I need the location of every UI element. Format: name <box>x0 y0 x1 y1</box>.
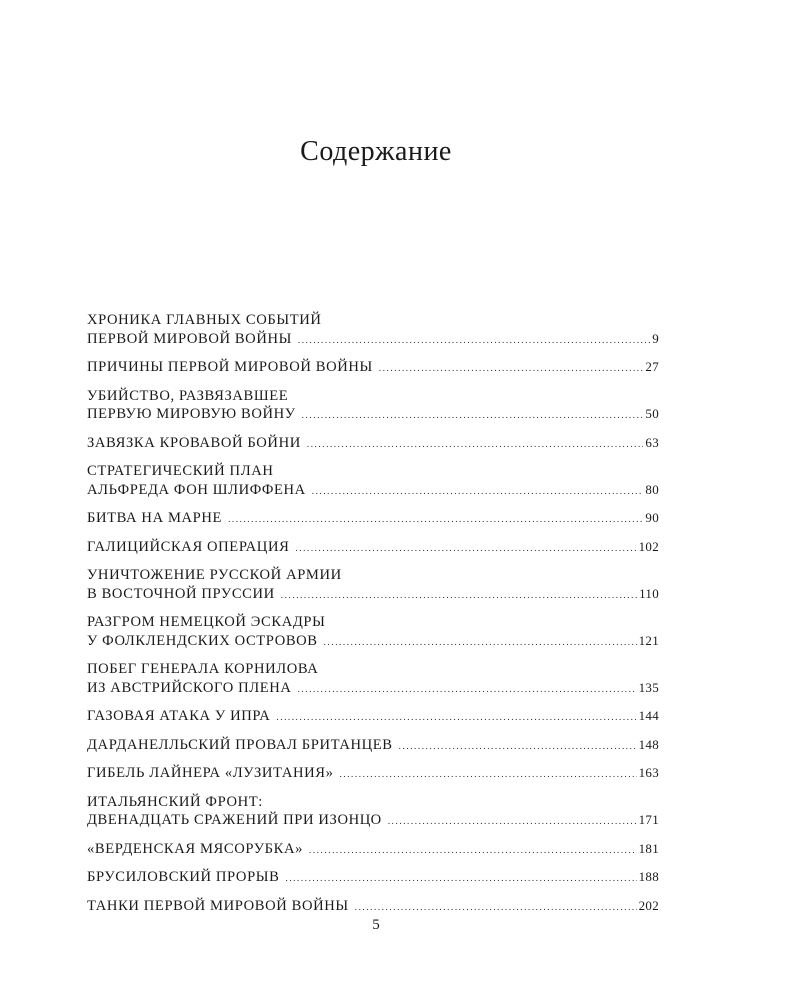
toc-page-number: 144 <box>638 708 659 723</box>
toc-entry-title-line: ЗАВЯЗКА КРОВАВОЙ БОЙНИ <box>87 434 301 451</box>
toc-entry-title-line: ДАРДАНЕЛЛЬСКИЙ ПРОВАЛ БРИТАНЦЕВ <box>87 736 393 753</box>
toc-page-number: 121 <box>638 632 659 648</box>
toc-entry-row <box>87 632 659 652</box>
toc-entry[interactable] <box>87 613 659 651</box>
dot-leader <box>388 812 637 831</box>
toc-page-number: 148 <box>638 736 659 752</box>
toc-entry-row <box>87 481 659 501</box>
dot-leader <box>285 869 636 888</box>
toc-entry-row <box>87 330 659 350</box>
toc-entry[interactable] <box>87 509 659 529</box>
toc-entry-row <box>87 405 659 425</box>
dot-leader <box>298 331 650 350</box>
dot-leader <box>298 680 637 699</box>
toc-entry-row <box>87 707 659 727</box>
toc-entry-title-line: ПРИЧИНЫ ПЕРВОЙ МИРОВОЙ ВОЙНЫ <box>87 359 373 375</box>
toc-entry[interactable] <box>87 897 659 917</box>
toc-entry-title-line: ИЗ АВСТРИЙСКОГО ПЛЕНА <box>87 679 292 696</box>
dot-leader <box>309 841 637 860</box>
toc-entry[interactable] <box>87 707 659 727</box>
dot-leader <box>340 765 637 784</box>
toc-entry-title-line: ДВЕНАДЦАТЬ СРАЖЕНИЙ ПРИ ИЗОНЦО <box>87 812 382 828</box>
toc-page-number: 80 <box>645 481 659 497</box>
toc-entry-row <box>87 811 659 831</box>
toc-entry-title-line: УБИЙСТВО, РАЗВЯЗАВШЕЕ <box>87 387 289 404</box>
toc-entry-title-line: ПЕРВУЮ МИРОВУЮ ВОЙНУ <box>87 406 296 422</box>
toc-entry-row <box>87 679 659 699</box>
toc-page-number: 27 <box>645 359 659 374</box>
toc-entry-title-line: ХРОНИКА ГЛАВНЫХ СОБЫТИЙ <box>87 312 322 328</box>
toc-entry[interactable] <box>87 868 659 888</box>
toc-page-number: 50 <box>645 406 659 421</box>
toc-entry[interactable] <box>87 311 659 349</box>
toc-entry-title-line: ГАЛИЦИЙСКАЯ ОПЕРАЦИЯ <box>87 538 290 555</box>
toc-entry-row <box>87 538 659 558</box>
toc-page-number: 202 <box>638 897 659 913</box>
dot-leader <box>276 708 636 727</box>
dot-leader <box>307 435 644 454</box>
toc-entry[interactable] <box>87 793 659 831</box>
toc-entry-row <box>87 358 659 378</box>
toc-page-number: 90 <box>645 510 659 525</box>
dot-leader <box>295 539 636 558</box>
toc-entry-row <box>87 585 659 605</box>
toc-entry[interactable] <box>87 387 659 425</box>
toc-entry[interactable] <box>87 736 659 756</box>
toc-entry[interactable] <box>87 566 659 604</box>
toc-entry[interactable] <box>87 660 659 698</box>
toc-page-number: 135 <box>638 679 659 695</box>
toc-page-number: 163 <box>638 765 659 780</box>
dot-leader <box>302 406 644 425</box>
toc-entry[interactable] <box>87 840 659 860</box>
toc-entry-title-line: «ВЕРДЕНСКАЯ МЯСОРУБКА» <box>87 840 303 857</box>
toc-page-number: 181 <box>638 840 659 856</box>
toc-entry-row <box>87 509 659 529</box>
toc-entry-row <box>87 868 659 888</box>
toc-page-number: 171 <box>638 812 659 827</box>
toc-entry-row <box>87 897 659 917</box>
dot-leader <box>355 898 637 917</box>
toc-entry-row <box>87 736 659 756</box>
toc-entry[interactable] <box>87 764 659 784</box>
toc-page-number: 110 <box>639 585 659 601</box>
toc-entry-title-line: БИТВА НА МАРНЕ <box>87 510 223 526</box>
table-of-contents <box>87 311 659 925</box>
toc-entry[interactable] <box>87 538 659 558</box>
toc-entry-title-line: ИТАЛЬЯНСКИЙ ФРОНТ: <box>87 793 263 810</box>
toc-entry-row <box>87 764 659 784</box>
toc-page-number: 188 <box>638 869 659 884</box>
toc-entry-title-line: ТАНКИ ПЕРВОЙ МИРОВОЙ ВОЙНЫ <box>87 897 349 914</box>
toc-entry-row <box>87 434 659 454</box>
dot-leader <box>228 510 643 529</box>
toc-page-number: 9 <box>652 330 659 346</box>
page-title: Содержание <box>300 136 452 167</box>
toc-entry-title-line: БРУСИЛОВСКИЙ ПРОРЫВ <box>87 869 280 885</box>
dot-leader <box>324 633 637 652</box>
toc-entry-title-line: ПЕРВОЙ МИРОВОЙ ВОЙНЫ <box>87 330 292 347</box>
toc-entry-title-line: В ВОСТОЧНОЙ ПРУССИИ <box>87 585 275 602</box>
toc-entry[interactable] <box>87 434 659 454</box>
page-number: 5 <box>372 917 380 933</box>
dot-leader <box>281 586 637 605</box>
toc-entry-title-line: ГАЗОВАЯ АТАКА У ИПРА <box>87 708 271 724</box>
toc-entry-title-line: РАЗГРОМ НЕМЕЦКОЙ ЭСКАДРЫ <box>87 614 326 630</box>
toc-entry[interactable] <box>87 358 659 378</box>
toc-entry-row <box>87 840 659 860</box>
dot-leader <box>399 737 637 756</box>
toc-entry-title-line: ПОБЕГ ГЕНЕРАЛА КОРНИЛОВА <box>87 661 319 677</box>
toc-entry-title-line: СТРАТЕГИЧЕСКИЙ ПЛАН <box>87 463 274 479</box>
toc-entry-title-line: У ФОЛКЛЕНДСКИХ ОСТРОВОВ <box>87 632 318 649</box>
toc-entry-title-line: АЛЬФРЕДА ФОН ШЛИФФЕНА <box>87 481 306 498</box>
dot-leader <box>312 482 644 501</box>
toc-page-number: 63 <box>645 434 659 450</box>
dot-leader <box>379 359 644 378</box>
toc-page-number: 102 <box>638 538 659 554</box>
toc-entry[interactable] <box>87 462 659 500</box>
toc-entry-title-line: ГИБЕЛЬ ЛАЙНЕРА «ЛУЗИТАНИЯ» <box>87 765 334 781</box>
toc-entry-title-line: УНИЧТОЖЕНИЕ РУССКОЙ АРМИИ <box>87 567 342 583</box>
